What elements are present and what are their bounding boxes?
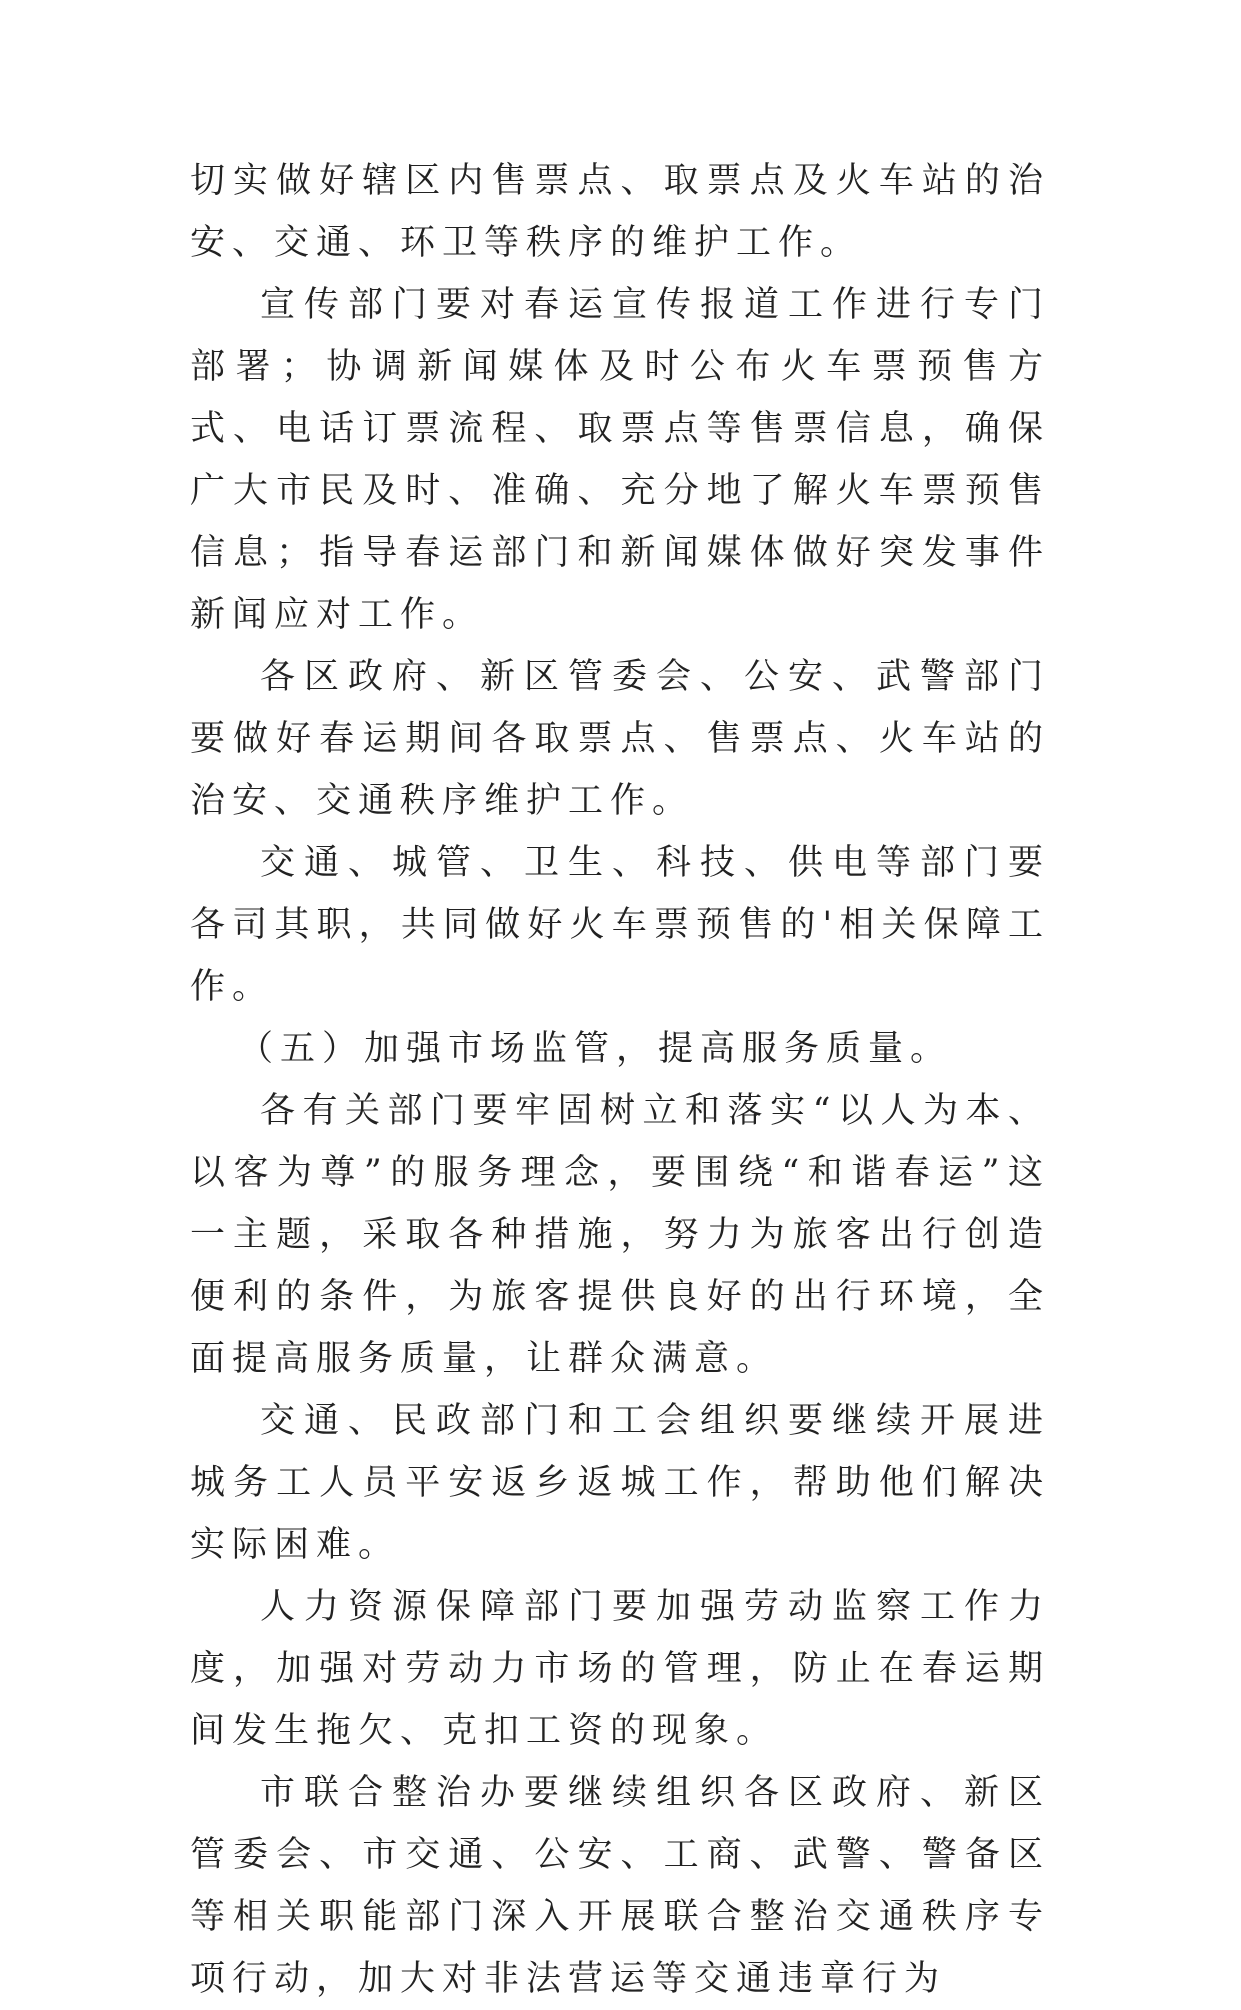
section-heading-5: （五）加强市场监管，提高服务质量。: [238, 1029, 953, 1069]
document-body: [190, 150, 1050, 2010]
paragraph-migrant-workers: 交通、民政部门和工会组织要继续开展进城务工人员平安返乡返城工作，帮助他们解决实际困难。: [190, 1401, 1050, 1565]
paragraph-transport-support: 交通、城管、卫生、科技、供电等部门要各司其职，共同做好火车票预售的'相关保障工作。: [190, 843, 1050, 1007]
paragraph-district-governments: 各区政府、新区管委会、公安、武警部门要做好春运期间各取票点、售票点、火车站的治安、交通秩序维护工作。: [190, 657, 1050, 821]
paragraph-joint-rectification: 市联合整治办要继续组织各区政府、新区管委会、市交通、公安、工商、武警、警备区等相关职能部门深入开展联合整治交通秩序专项行动，加大对非法营运等交通违章行为: [190, 1773, 1050, 1999]
paragraph-publicity-department: 宣传部门要对春运宣传报道工作进行专门部署；协调新闻媒体及时公布火车票预售方式、电话订票流程、取票点等售票信息，确保广大市民及时、准确、充分地了解火车票预售信息；指导春运部门和新闻媒体做好突发事件新闻应对工作。: [190, 285, 1050, 635]
paragraph-service-philosophy: 各有关部门要牢固树立和落实“以人为本、以客为尊”的服务理念，要围绕“和谐春运”这一主题，采取各种措施，努力为旅客出行创造便利的条件，为旅客提供良好的出行环境，全面提高服务质量，让群众满意。: [190, 1091, 1050, 1379]
paragraph-1-continuation: 切实做好辖区内售票点、取票点及火车站的治安、交通、环卫等秩序的维护工作。: [190, 161, 1050, 263]
paragraph-labor-supervision: 人力资源保障部门要加强劳动监察工作力度，加强对劳动力市场的管理，防止在春运期间发生拖欠、克扣工资的现象。: [190, 1587, 1050, 1751]
